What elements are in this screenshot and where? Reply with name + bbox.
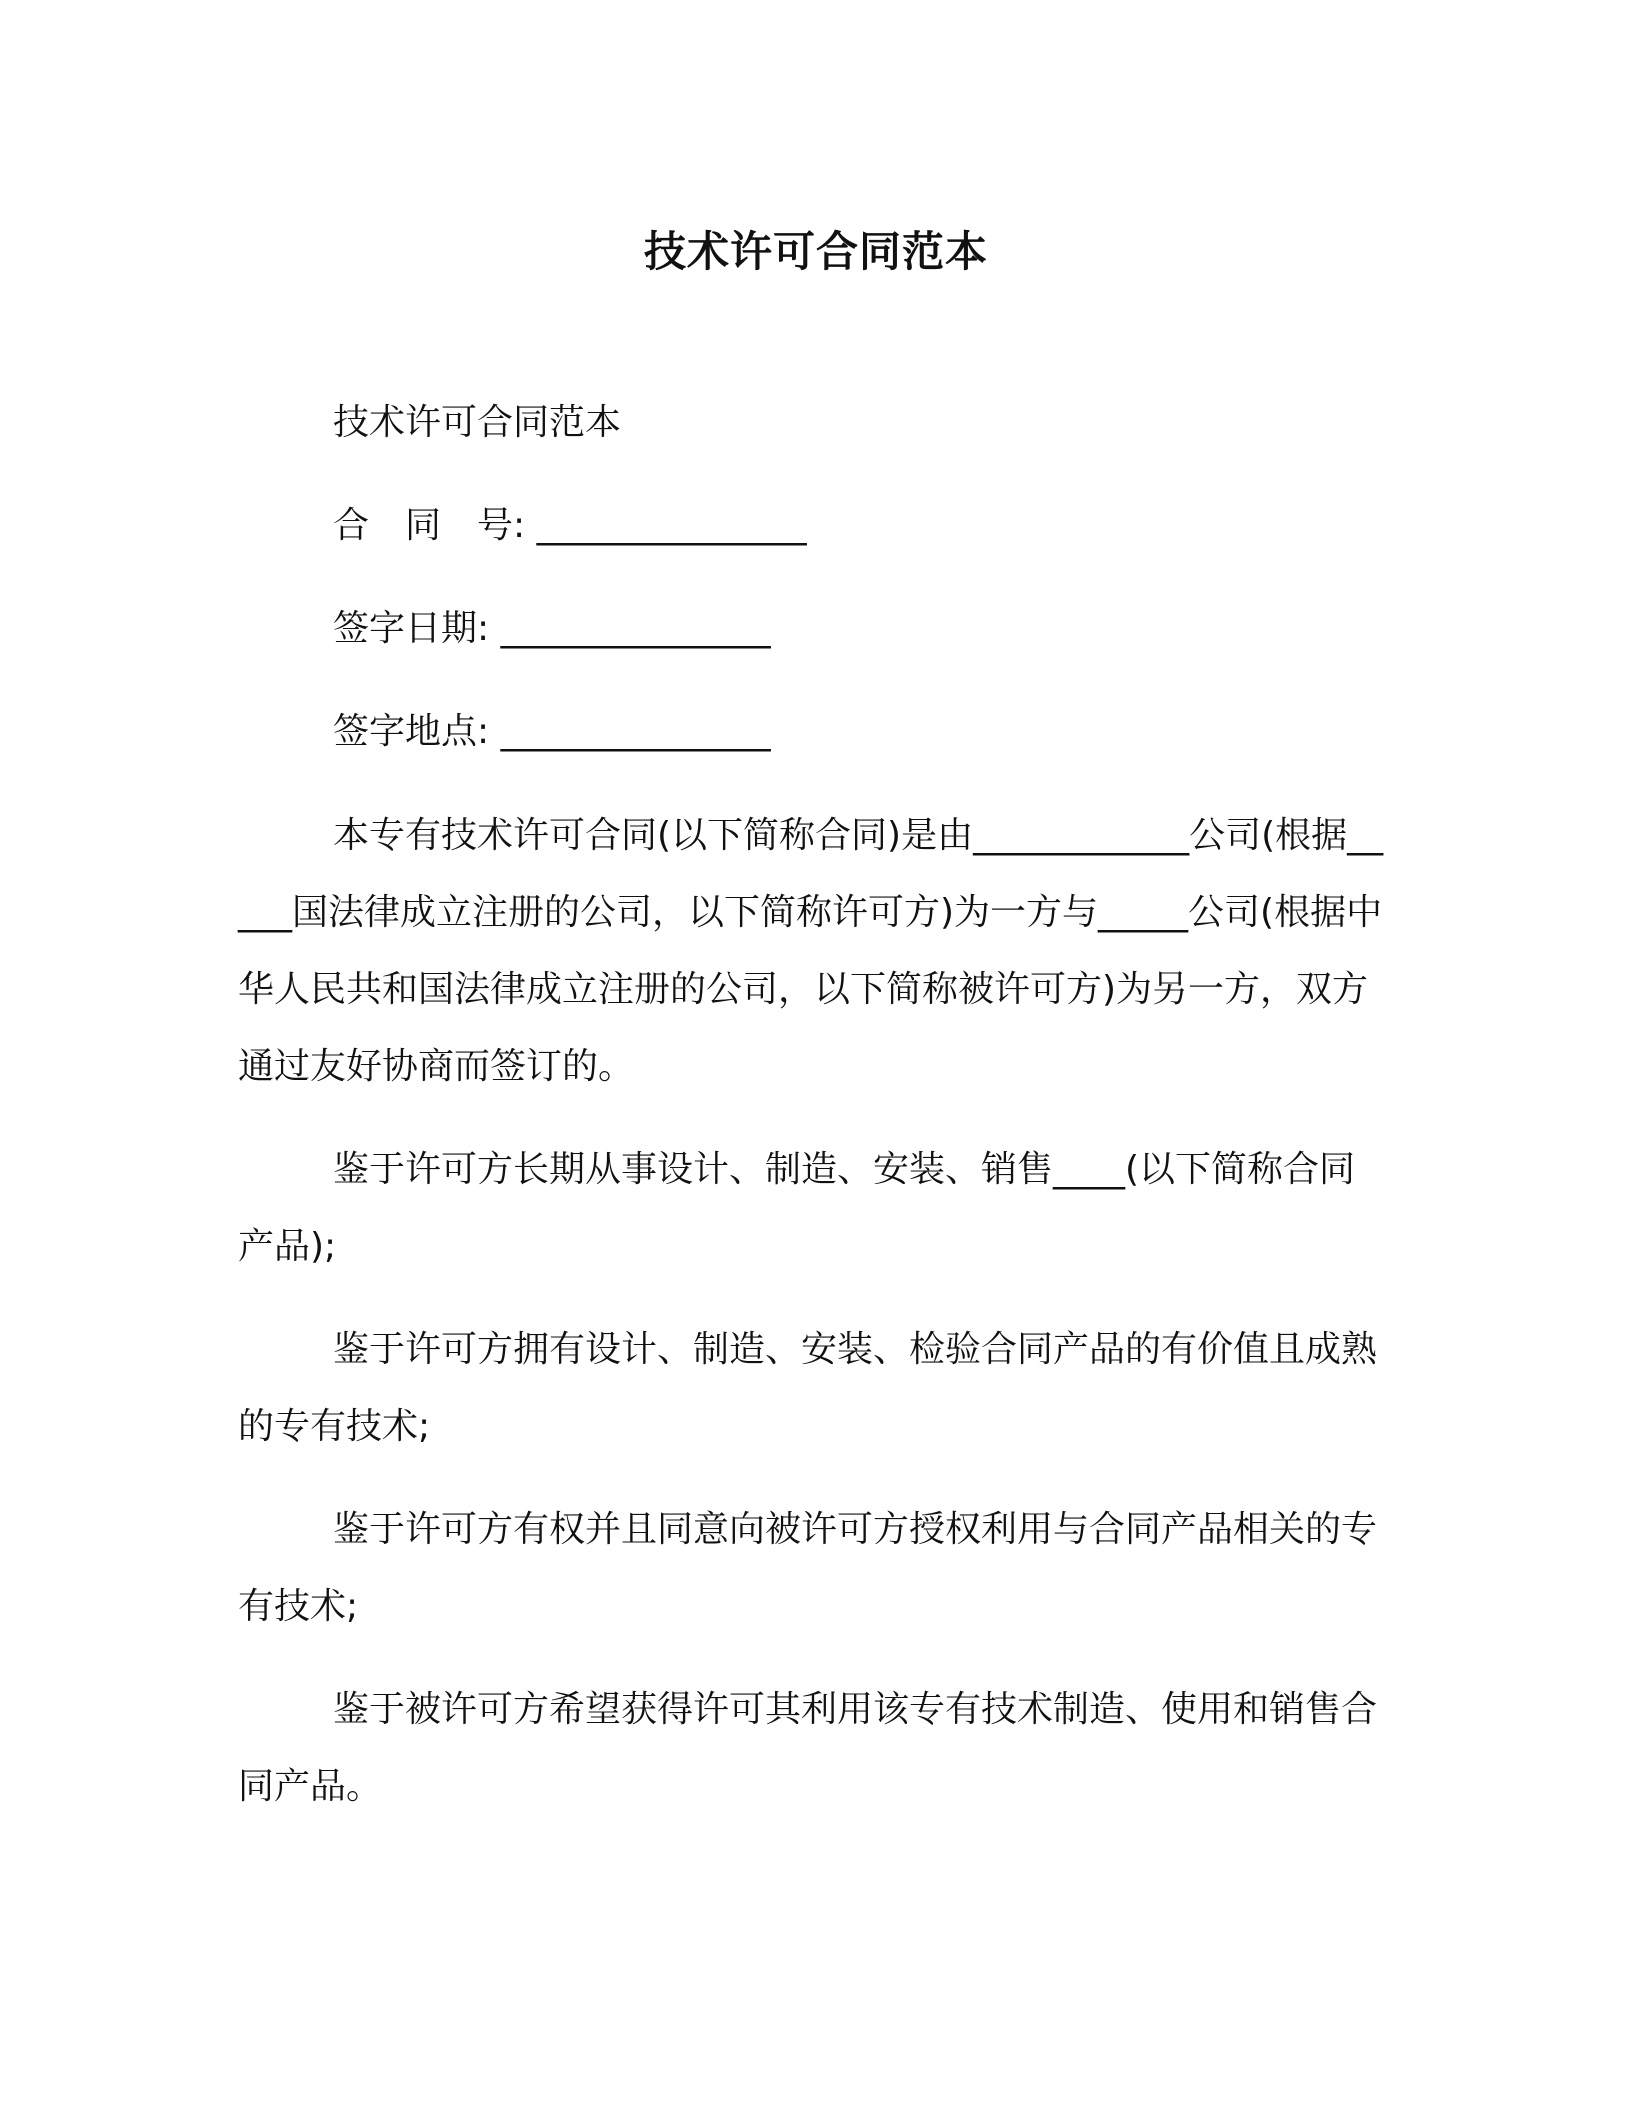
sign-date-field: 签字日期: _______________ [333,608,771,649]
paragraph-recital-3: 鉴于许可方有权并且同意向被许可方授权利用与合同产品相关的专有技术; [238,1509,1378,1627]
sign-place-field: 签字地点: _______________ [333,711,771,752]
paragraph-parties: 本专有技术许可合同(以下简称合同)是由____________公司(根据_____国法律成立注册的公司，以下简称许可方)为一方与_____公司(根据中华人民共和国法律成立注册的公司，以下简称被许可方)为另一方，双方通过友好协商而签订的。 [238,815,1384,1087]
paragraph-recital-1: 鉴于许可方长期从事设计、制造、安装、销售____(以下简称合同产品); [238,1149,1356,1267]
paragraph-recital-4: 鉴于被许可方希望获得许可其利用该专有技术制造、使用和销售合同产品。 [238,1689,1378,1807]
document-subtitle: 技术许可合同范本 [333,402,622,443]
document-title: 技术许可合同范本 [643,227,988,276]
paragraph-recital-2: 鉴于许可方拥有设计、制造、安装、检验合同产品的有价值且成熟的专有技术; [238,1329,1378,1447]
contract-number-field: 合 同 号: _______________ [333,505,807,546]
